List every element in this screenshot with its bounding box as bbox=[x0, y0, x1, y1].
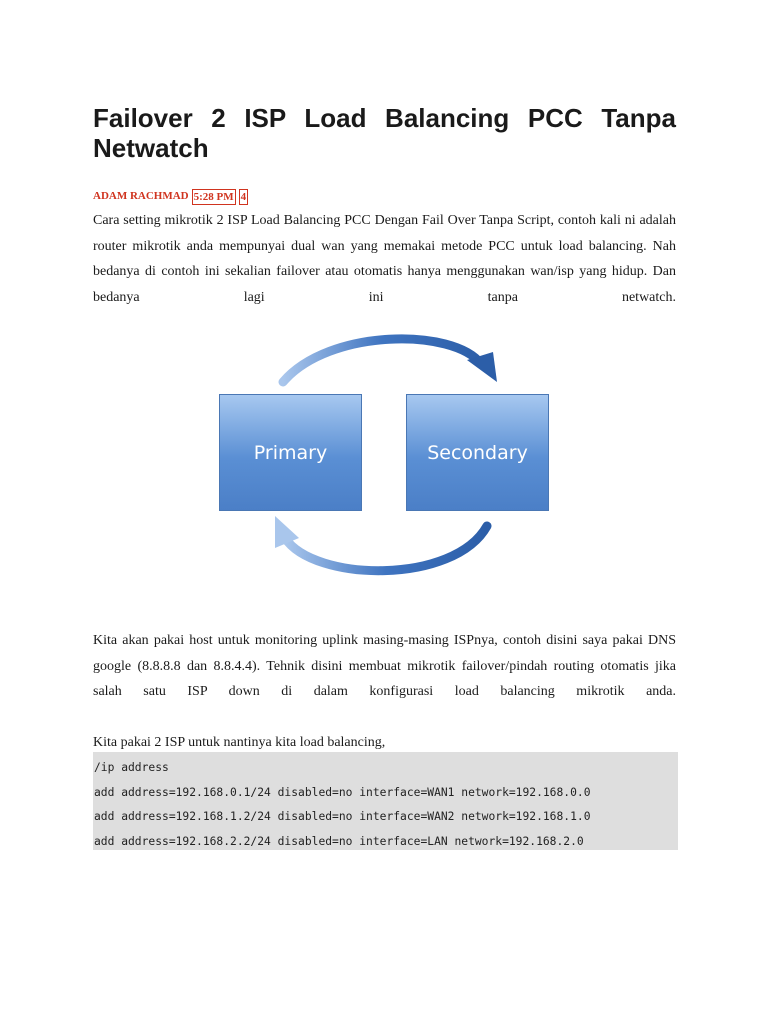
monitoring-paragraph: Kita akan pakai host untuk monitoring uplink masing-masing ISPnya, contoh disini saya pakai DNS google (8.8.8.8 dan 8.8.4.4). Tehnik disini membuat mikrotik failover/pindah routing otomatis jika salah satu ISP down di dalam konfigurasi load balancing mikrotik anda. bbox=[93, 633, 676, 699]
code-line: add address=192.168.2.2/24 disabled=no interface=LAN network=192.168.2.0 bbox=[94, 834, 584, 848]
author-link[interactable]: ADAM RACHMAD bbox=[93, 190, 189, 202]
code-block bbox=[93, 752, 678, 850]
load-balancing-paragraph: Kita pakai 2 ISP untuk nantinya kita load balancing, bbox=[93, 735, 386, 750]
primary-box: Primary bbox=[219, 394, 362, 511]
secondary-box: Secondary bbox=[406, 394, 549, 511]
top-arrow bbox=[283, 339, 497, 382]
intro-paragraph: Cara setting mikrotik 2 ISP Load Balancing PCC Dengan Fail Over Tanpa Script, contoh kali ni adalah router mikrotik anda mempunyai dual wan yang memakai metode PCC untuk load balancing. Nah bedanya di contoh ini sekalian failover atau otomatis hanya menggunakan wan/isp yang hidup. Dan bedanya lagi ini tanpa netwatch. bbox=[93, 213, 676, 305]
bottom-arrow bbox=[275, 516, 487, 571]
article-title: Failover 2 ISP Load Balancing PCC Tanpa Netwatch bbox=[93, 103, 676, 163]
code-line: /ip address bbox=[94, 761, 169, 774]
code-line: add address=192.168.1.2/24 disabled=no interface=WAN2 network=192.168.1.0 bbox=[94, 810, 591, 823]
post-time-link[interactable]: 5:28 PM bbox=[193, 191, 234, 203]
post-meta bbox=[93, 189, 248, 205]
code-line: add address=192.168.0.1/24 disabled=no interface=WAN1 network=192.168.0.0 bbox=[94, 785, 591, 799]
failover-diagram bbox=[219, 330, 551, 590]
comment-count-link[interactable]: 4 bbox=[240, 191, 247, 203]
